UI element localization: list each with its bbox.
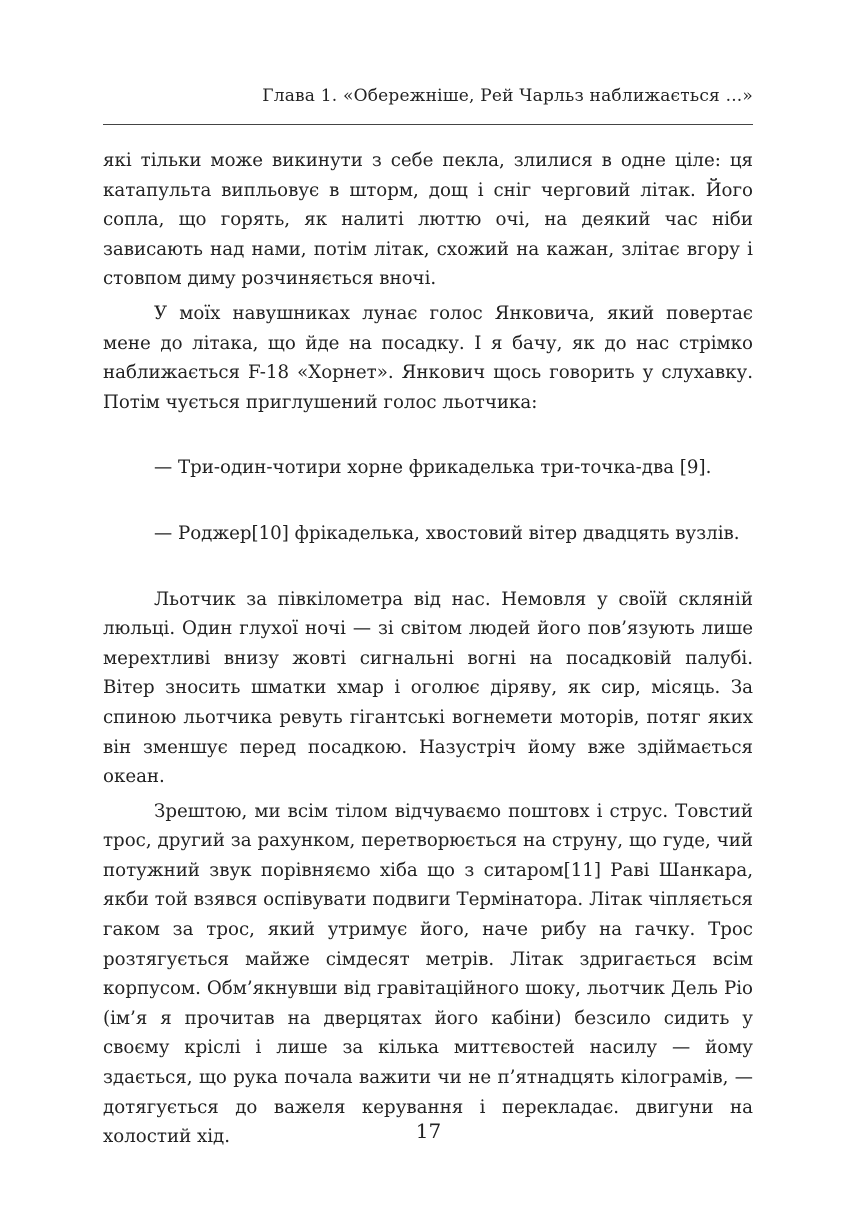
paragraph-headphones: У моїх навушниках лунає голос Янковича, який повертає мене до літака, що йде на посадку. І я бачу, як до нас стрімко наближається F-18 «Хорнет». Янкович щось говорить у слухавку. Потім чується приглушений голос льотчика: (103, 302, 753, 413)
page-body (103, 146, 753, 1152)
dialog-line-roger: — Роджер[10] фрікаделька, хвостовий вітер двадцять вузлів. (154, 522, 740, 544)
paragraph-continuation: які тільки може викинути з себе пекла, злилися в одне ціле: ця катапульта випльовує в шторм, дощ і сніг черговий літак. Його сопла, що горять, як налиті люттю очі, на деякий час ніби зависають над нами, потім літак, схожий на кажан, злітає вгору і стовпом диму розчиняється вночі. (103, 150, 753, 290)
paragraph-landing: Зрештою, ми всім тілом відчуваємо поштовх і струс. Товстий трос, другий за рахунком, перетворюється на струну, що гуде, чий потужний звук порівняємо хіба що з ситаром[11] Раві Шанкара, якби той взявся оспівувати подвиги Термінатора. Літак чіпляється гаком за трос, який утримує його, наче рибу на гачку. Трос розтягується майже сімдесят метрів. Літак здригається всім корпусом. Обм’якнувши від гравітаційного шоку, льотчик Дель Ріо (ім’я я прочитав на дверцятах його кабіни) безсило сидить у своєму кріслі і лише за кілька миттєвостей насилу — йому здається, що рука почала важити чи не п’ятнадцять кілограмів, — дотягується до важеля керування і перекладає. двигуни на холостий хід. (103, 800, 753, 1148)
page-number: 17 (415, 1119, 442, 1143)
paragraph-pilot-approach: Льотчик за півкілометра від нас. Немовля у своїй скляній люльці. Один глухої ночі — зі світом людей його пов’язують лише мерехтливі внизу жовті сигнальні вогні на посадковій палубі. Вітер зносить шматки хмар і оголює діряву, як сир, місяць. За спиною льотчика ревуть гігантські вогнемети моторів, потяг яких він зменшує перед посадкою. Назустріч йому вже здіймається океан. (103, 588, 753, 788)
dialog-line-pilot: — Три-один-чотири хорне фрикаделька три-точка-два [9]. (154, 457, 712, 479)
running-header: Глава 1. «Обережніше, Рей Чарльз наближається ...» (262, 86, 753, 106)
header-rule (103, 124, 753, 125)
